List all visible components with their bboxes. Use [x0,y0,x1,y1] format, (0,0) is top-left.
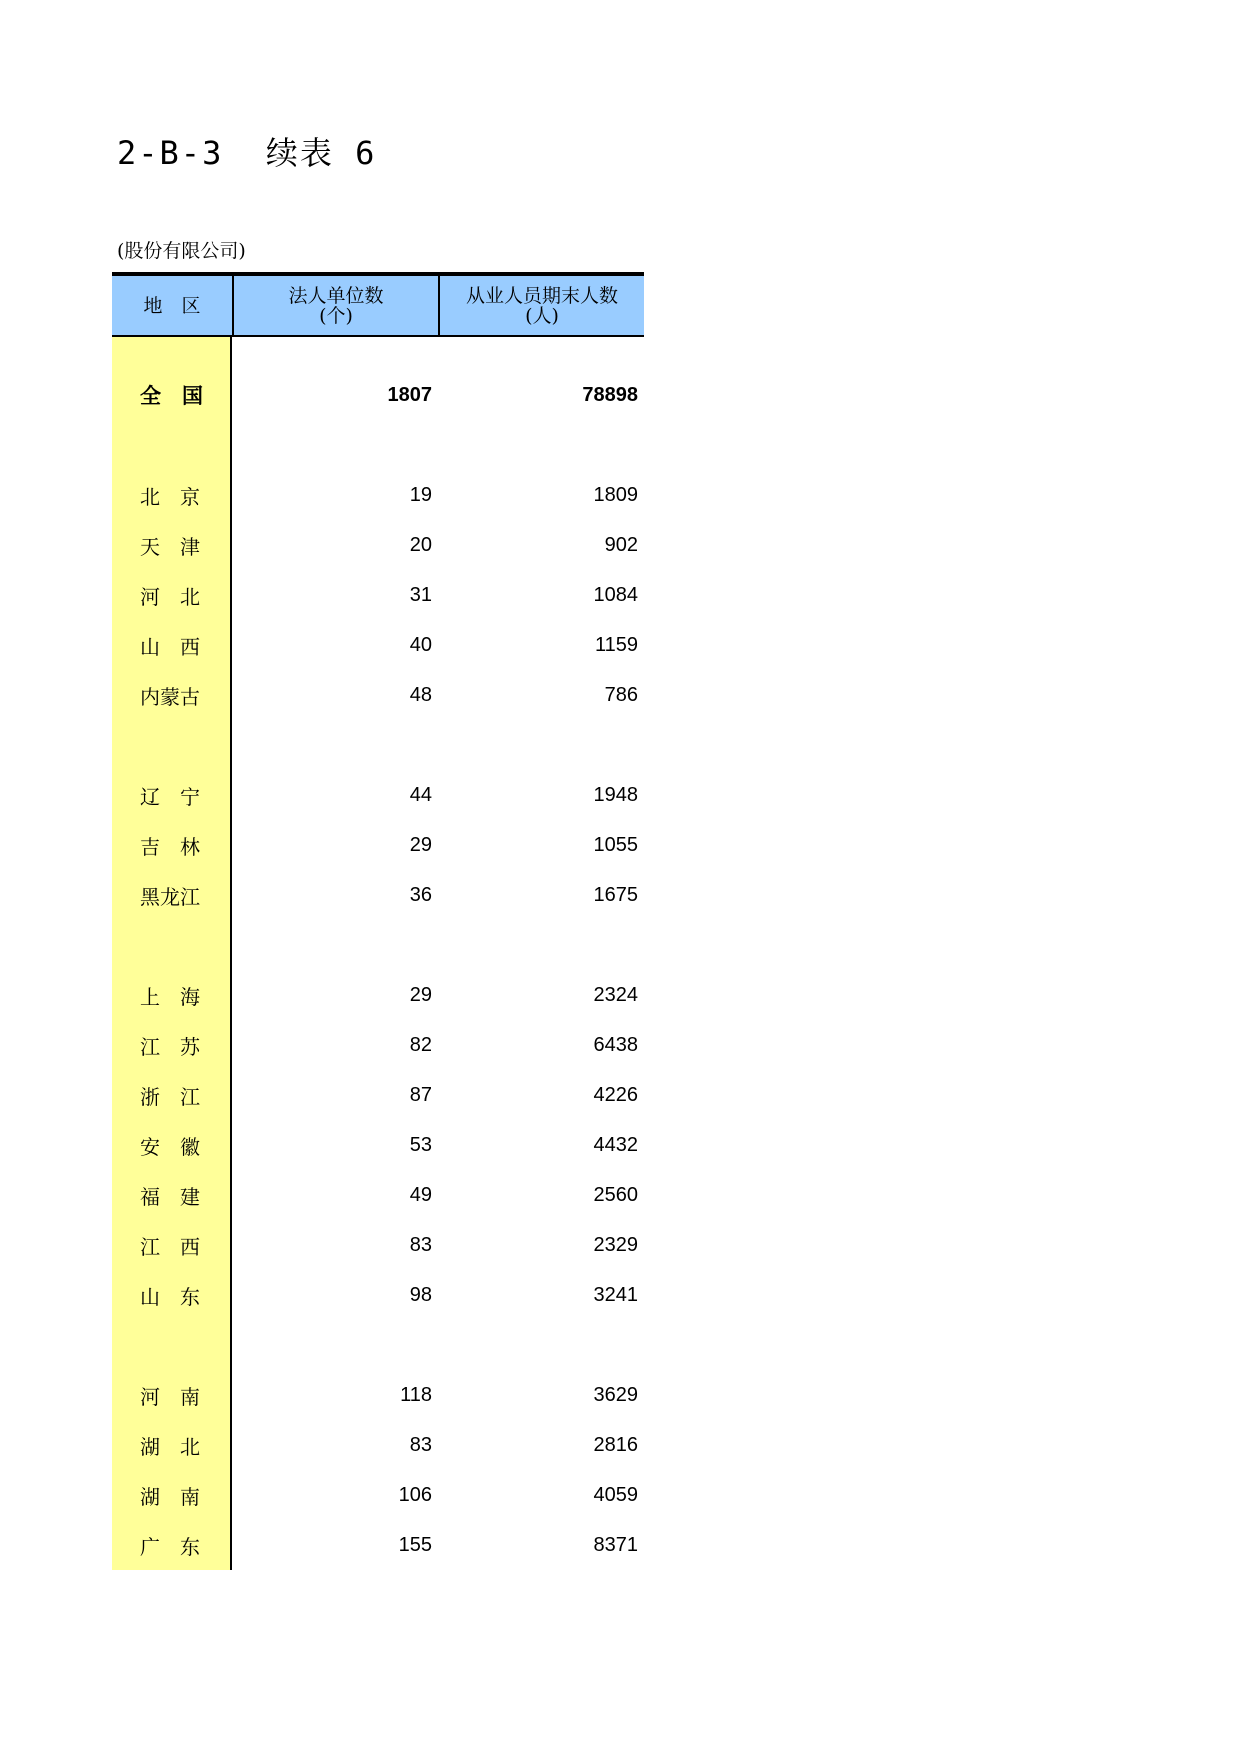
units-value: 29 [409,983,432,1006]
header-units-unit: (个) [319,304,353,327]
units-value: 44 [409,783,432,806]
table-row [112,620,644,670]
region-name: 湖 南 [140,1484,200,1509]
spacer [112,720,644,770]
header-employees-unit: (人) [525,304,559,327]
region-name: 湖 北 [140,1434,200,1459]
table-row [112,870,644,920]
statistics-table [112,272,644,1570]
employees-value: 1084 [593,583,638,606]
employees-value: 1948 [593,783,638,806]
units-value: 83 [409,1433,432,1456]
region-name: 上 海 [140,984,200,1009]
table-row [112,1070,644,1120]
employees-value: 3241 [593,1283,638,1306]
units-value: 29 [409,833,432,856]
table-row [112,970,644,1020]
header-region [112,276,232,335]
employees-value: 2329 [593,1233,638,1256]
table-row [112,820,644,870]
region-name: 福 建 [140,1184,200,1209]
table-row [112,1220,644,1270]
region-name: 江 西 [140,1234,200,1259]
units-value: 20 [409,533,432,556]
units-value: 19 [409,483,432,506]
employees-value: 2324 [593,983,638,1006]
table-subtitle: (股份有限公司) [117,240,246,262]
units-value: 53 [409,1133,432,1156]
table-row [112,1170,644,1220]
header-units [232,276,438,335]
region-name: 浙 江 [140,1084,200,1109]
table-row [112,1270,644,1320]
units-value: 1807 [387,383,432,406]
employees-value: 4059 [593,1483,638,1506]
employees-value: 4226 [593,1083,638,1106]
units-value: 48 [409,683,432,706]
region-name: 江 苏 [140,1034,200,1059]
units-value: 82 [409,1033,432,1056]
table-row [112,570,644,620]
spacer [112,337,644,370]
region-name: 内蒙古 [140,684,200,709]
table-row [112,670,644,720]
employees-value: 2816 [593,1433,638,1456]
table-header [112,276,644,337]
region-name: 河 南 [140,1384,200,1409]
header-units-label: 法人单位数 [288,284,384,307]
units-value: 31 [409,583,432,606]
region-name: 安 徽 [140,1134,200,1159]
header-region-label: 地 区 [143,294,201,317]
table-row [112,1370,644,1420]
employees-value: 1159 [594,633,638,656]
table-row [112,1520,644,1570]
page-title: 2-B-3 续表 6 [117,134,377,172]
units-value: 98 [409,1283,432,1306]
region-name: 全 国 [140,384,203,408]
region-name: 山 东 [140,1284,200,1309]
table-row [112,1120,644,1170]
units-value: 87 [409,1083,432,1106]
region-name: 广 东 [140,1534,200,1559]
table-row [112,770,644,820]
region-name: 天 津 [140,534,200,559]
units-value: 118 [400,1383,432,1406]
table-row [112,470,644,520]
units-value: 40 [409,633,432,656]
employees-value: 902 [604,533,638,556]
units-value: 83 [409,1233,432,1256]
units-value: 49 [409,1183,432,1206]
employees-value: 786 [604,683,638,706]
region-name: 北 京 [140,484,200,509]
table-row [112,1020,644,1070]
spacer [112,420,644,470]
spacer [112,920,644,970]
employees-value: 1675 [593,883,638,906]
employees-value: 1055 [593,833,638,856]
spacer [112,1320,644,1370]
table-row [112,1470,644,1520]
employees-value: 4432 [593,1133,638,1156]
table-rows [112,337,644,1570]
employees-value: 1809 [593,483,638,506]
employees-value: 3629 [593,1383,638,1406]
table-body [112,337,644,1570]
header-employees [438,276,644,335]
table-row [112,520,644,570]
region-name: 河 北 [140,584,200,609]
region-name: 山 西 [140,634,200,659]
region-name: 辽 宁 [140,784,200,809]
header-employees-label: 从业人员期末人数 [465,284,618,307]
units-value: 155 [398,1533,432,1556]
units-value: 106 [398,1483,432,1506]
units-value: 36 [409,883,432,906]
table-row [112,1420,644,1470]
employees-value: 78898 [582,383,638,406]
region-name: 吉 林 [140,834,200,859]
employees-value: 2560 [593,1183,638,1206]
region-name: 黑龙江 [140,884,200,909]
employees-value: 6438 [593,1033,638,1056]
employees-value: 8371 [593,1533,638,1556]
table-row-total [112,370,644,420]
